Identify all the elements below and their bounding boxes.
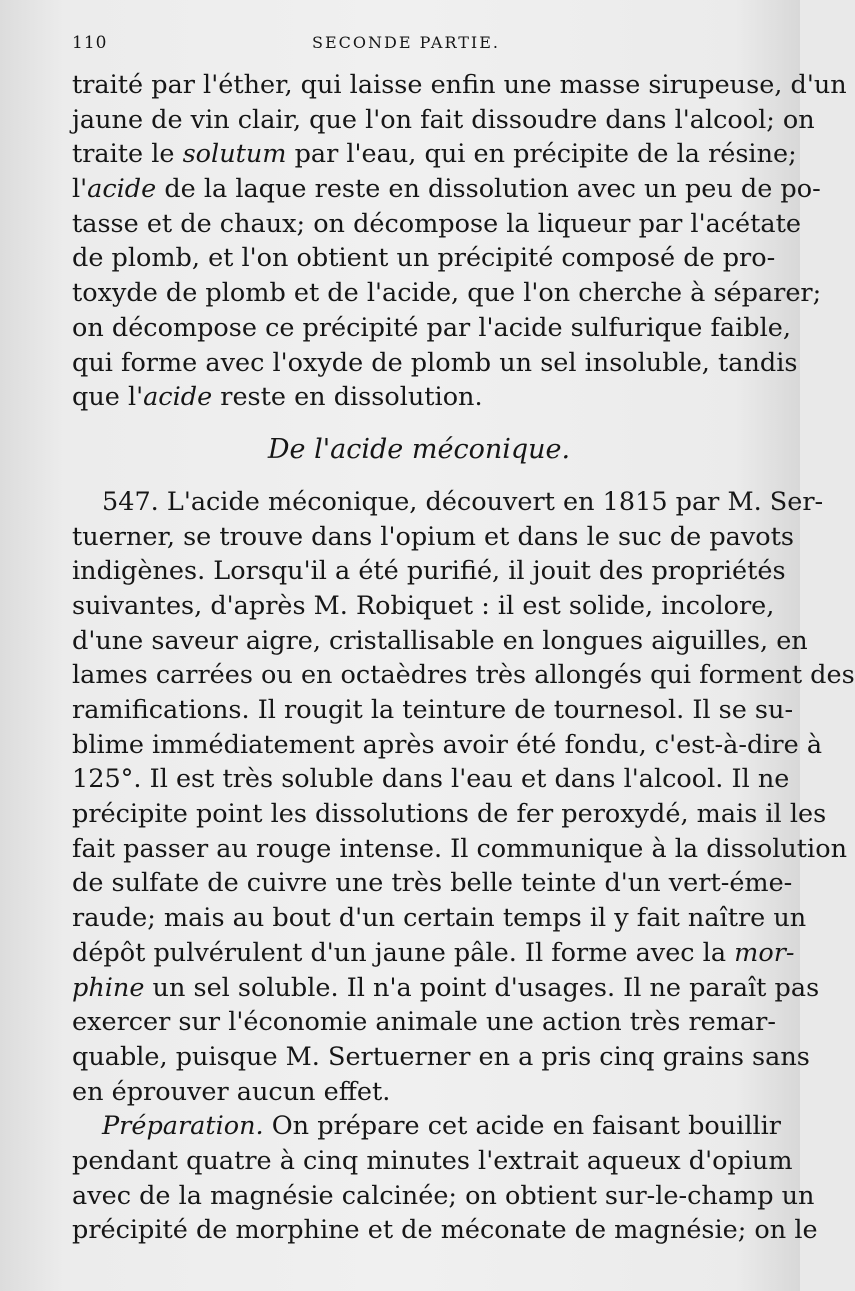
page-body — [72, 68, 855, 1248]
text-line: 547. L'acide méconique, découvert en 1815 par M. Ser- — [102, 486, 824, 517]
text-line: exercer sur l'économie animale une action très remar- — [72, 1007, 776, 1038]
text-line: Préparation. On prépare cet acide en faisant bouillir — [102, 1111, 781, 1142]
text-line: fait passer au rouge intense. Il communique à la dissolution — [72, 833, 847, 864]
text-line: qui forme avec l'oxyde de plomb un sel insoluble, tandis — [72, 347, 798, 378]
text-line: indigènes. Lorsqu'il a été purifié, il jouit des propriétés — [72, 556, 786, 587]
text-line: traité par l'éther, qui laisse enfin une masse sirupeuse, d'un — [72, 70, 847, 100]
text-line: en éprouver aucun effet. — [72, 1076, 391, 1107]
text-line: lames carrées ou en octaèdres très allongés qui forment des — [72, 660, 855, 691]
running-head: SECONDE PARTIE. — [312, 33, 500, 52]
text-line: que l'acide reste en dissolution. — [72, 382, 483, 413]
text-line: raude; mais au bout d'un certain temps il y fait naître un — [72, 903, 807, 934]
text-line: pendant quatre à cinq minutes l'extrait aqueux d'opium — [72, 1145, 793, 1176]
text-line: dépôt pulvérulent d'un jaune pâle. Il forme avec la mor- — [72, 937, 795, 968]
text-line: traite le solutum par l'eau, qui en précipite de la résine; — [72, 139, 797, 170]
text-line: jaune de vin clair, que l'on fait dissoudre dans l'alcool; on — [72, 104, 815, 135]
text-line: de plomb, et l'on obtient un précipité composé de pro- — [72, 243, 776, 274]
text-line: d'une saveur aigre, cristallisable en longues aiguilles, en — [72, 625, 808, 656]
text-line: avec de la magnésie calcinée; on obtient sur-le-champ un — [72, 1180, 815, 1211]
text-line: de sulfate de cuivre une très belle teinte d'un vert-éme- — [72, 868, 793, 899]
text-line: blime immédiatement après avoir été fondu, c'est-à-dire à — [72, 729, 823, 760]
text-line: précipite point les dissolutions de fer peroxydé, mais il les — [72, 799, 827, 830]
text-line: toxyde de plomb et de l'acide, que l'on cherche à séparer; — [72, 278, 822, 309]
paragraph-547 — [72, 485, 855, 1109]
paragraph-continuation — [72, 68, 847, 415]
text-line: précipité de morphine et de méconate de magnésie; on le — [72, 1215, 818, 1246]
text-line: 125°. Il est très soluble dans l'eau et dans l'alcool. Il ne — [72, 764, 790, 795]
text-line: phine un sel soluble. Il n'a point d'usages. Il ne paraît pas — [72, 972, 820, 1003]
text-line: l'acide de la laque reste en dissolution avec un peu de po- — [72, 174, 821, 205]
section-heading: De l'acide méconique. — [267, 433, 571, 465]
text-line: tasse et de chaux; on décompose la liqueur par l'acétate — [72, 208, 801, 239]
page-header — [72, 33, 772, 61]
text-line: on décompose ce précipité par l'acide sulfurique faible, — [72, 312, 791, 343]
text-line: ramifications. Il rougit la teinture de tournesol. Il se su- — [72, 695, 794, 725]
text-line: suivantes, d'après M. Robiquet : il est solide, incolore, — [72, 590, 775, 621]
page-number: 110 — [72, 33, 108, 53]
text-line: quable, puisque M. Sertuerner en a pris cinq grains sans — [72, 1041, 810, 1072]
paragraph-preparation — [72, 1109, 818, 1248]
text-line: tuerner, se trouve dans l'opium et dans le suc de pavots — [72, 521, 794, 552]
